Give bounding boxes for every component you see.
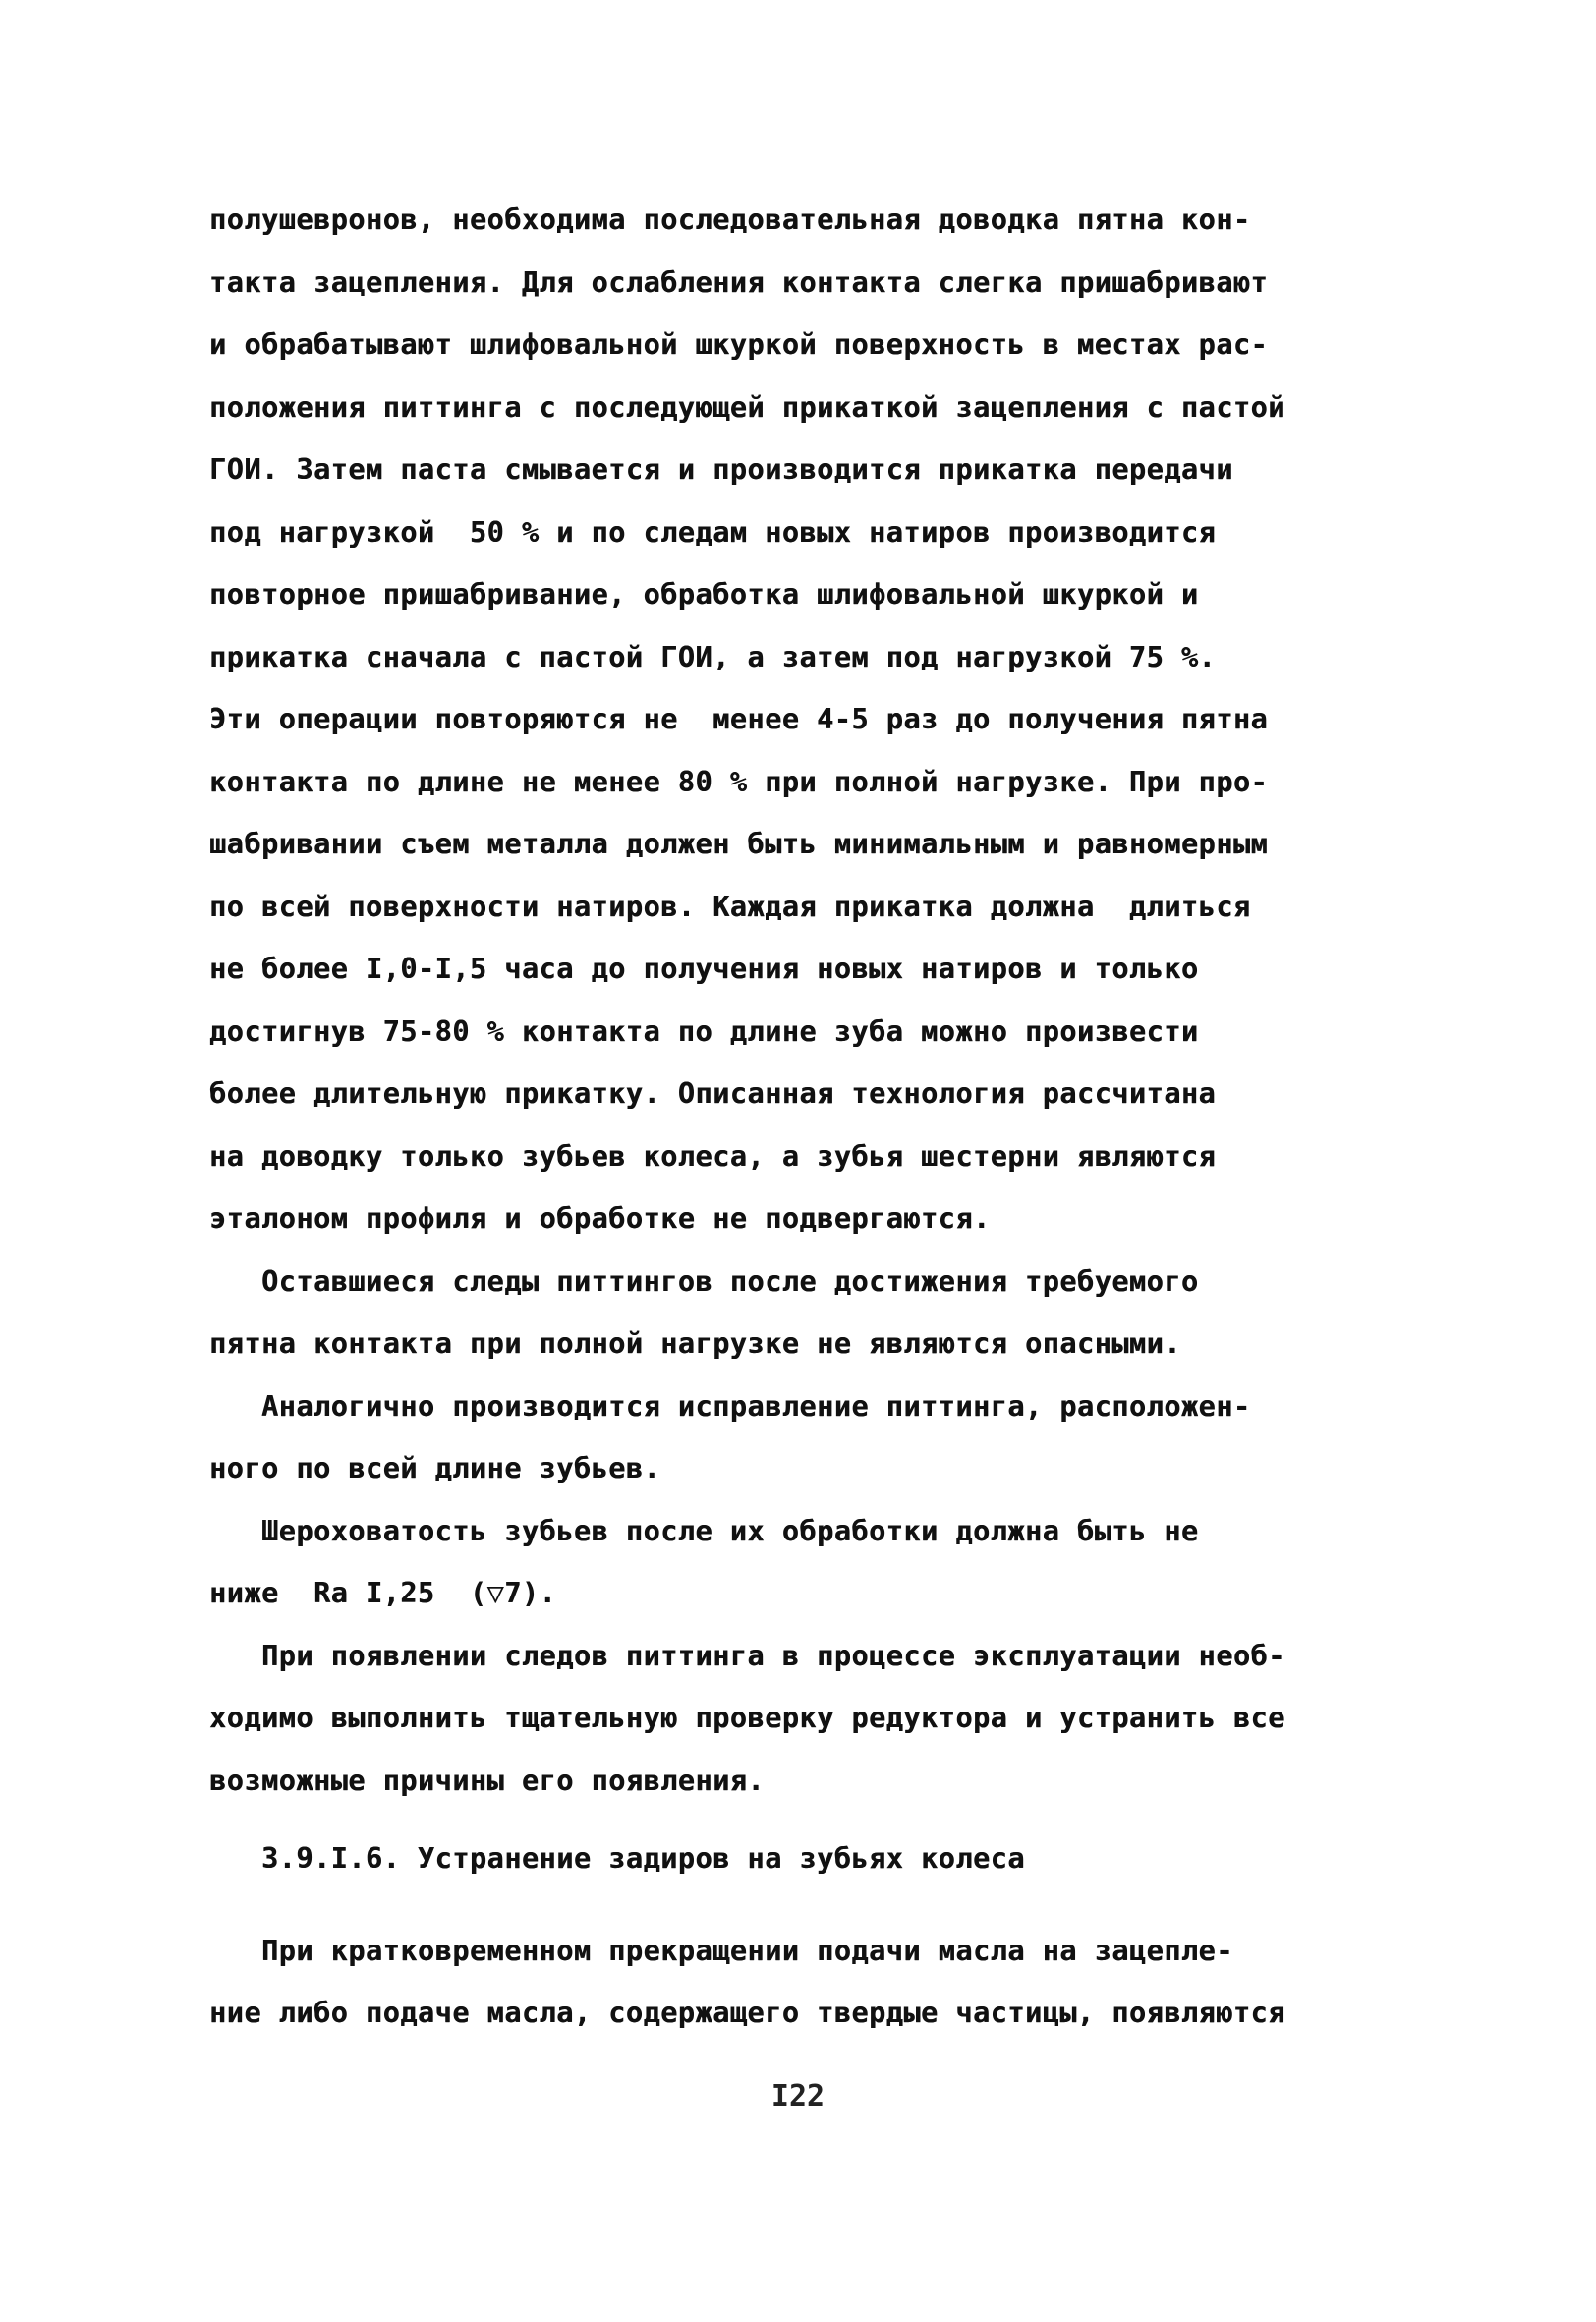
text-line: положения питтинга с последующей прикаткой зацепления с пастой — [209, 390, 1285, 424]
document-body — [209, 189, 1428, 2045]
text-line: Шероховатость зубьев после их обработки должна быть не — [209, 1514, 1199, 1547]
text-line: шабривании съем металла должен быть минимальным и равномерным — [209, 828, 1269, 860]
text-line: ГОИ. Затем паста смывается и производится прикатка передачи — [209, 453, 1233, 486]
text-line: При появлении следов питтинга в процессе эксплуатации необ- — [209, 1639, 1285, 1672]
section-heading: 3.9.I.6. Устранение задиров на зубьях колеса — [209, 1842, 1025, 1875]
paragraph — [209, 1500, 1428, 1625]
spacer — [209, 1812, 1428, 1828]
text-line: ного по всей длине зубьев. — [209, 1452, 661, 1484]
text-line: ниже Ra I,25 (▽7). — [209, 1577, 557, 1609]
text-line: и обрабатывают шлифовальной шкуркой поверхность в местах рас- — [209, 328, 1269, 361]
text-line: Оставшиеся следы питтингов после достижения требуемого — [209, 1264, 1199, 1298]
text-line: повторное пришабривание, обработка шлифовальной шкуркой и — [209, 578, 1199, 610]
text-line: ходимо выполнить тщательную проверку редуктора и устранить все — [209, 1702, 1285, 1734]
text-line: достигнув 75-80 % контакта по длине зуба можно произвести — [209, 1015, 1199, 1048]
text-line: более длительную прикатку. Описанная технология рассчитана — [209, 1077, 1217, 1110]
page-number: I22 — [770, 2079, 826, 2114]
text-line: прикатка сначала с пастой ГОИ, а затем под нагрузкой 75 %. — [209, 640, 1217, 673]
text-line: Аналогично производится исправление питтинга, расположен- — [209, 1389, 1251, 1422]
text-line: полушевронов, необходима последовательная доводка пятна кон- — [209, 203, 1251, 236]
text-line: пятна контакта при полной нагрузке не являются опасными. — [209, 1327, 1181, 1360]
paragraph — [209, 1375, 1428, 1500]
text-line: такта зацепления. Для ослабления контакта слегка пришабривают — [209, 265, 1269, 299]
text-line: под нагрузкой 50 % и по следам новых натиров производится — [209, 515, 1217, 549]
text-line: на доводку только зубьев колеса, а зубья шестерни являются — [209, 1139, 1217, 1173]
text-line: по всей поверхности натиров. Каждая прикатка должна длиться — [209, 890, 1251, 923]
text-line: возможные причины его появления. — [209, 1764, 766, 1797]
text-line: не более I,0-I,5 часа до получения новых натиров и только — [209, 953, 1199, 985]
text-line: эталоном профиля и обработке не подвергаются. — [209, 1202, 991, 1235]
text-line: Эти операции повторяются не менее 4-5 раз до получения пятна — [209, 703, 1269, 735]
spacer — [209, 1890, 1428, 1920]
text-line: контакта по длине не менее 80 % при полной нагрузке. При про- — [209, 765, 1269, 798]
text-line: При кратковременном прекращении подачи масла на зацепле- — [209, 1934, 1233, 1967]
paragraph — [209, 1250, 1428, 1375]
text-line: ние либо подаче масла, содержащего твердые частицы, появляются — [209, 1997, 1285, 2029]
paragraph — [209, 1920, 1428, 2045]
paragraph — [209, 1625, 1428, 1813]
paragraph — [209, 189, 1428, 1250]
